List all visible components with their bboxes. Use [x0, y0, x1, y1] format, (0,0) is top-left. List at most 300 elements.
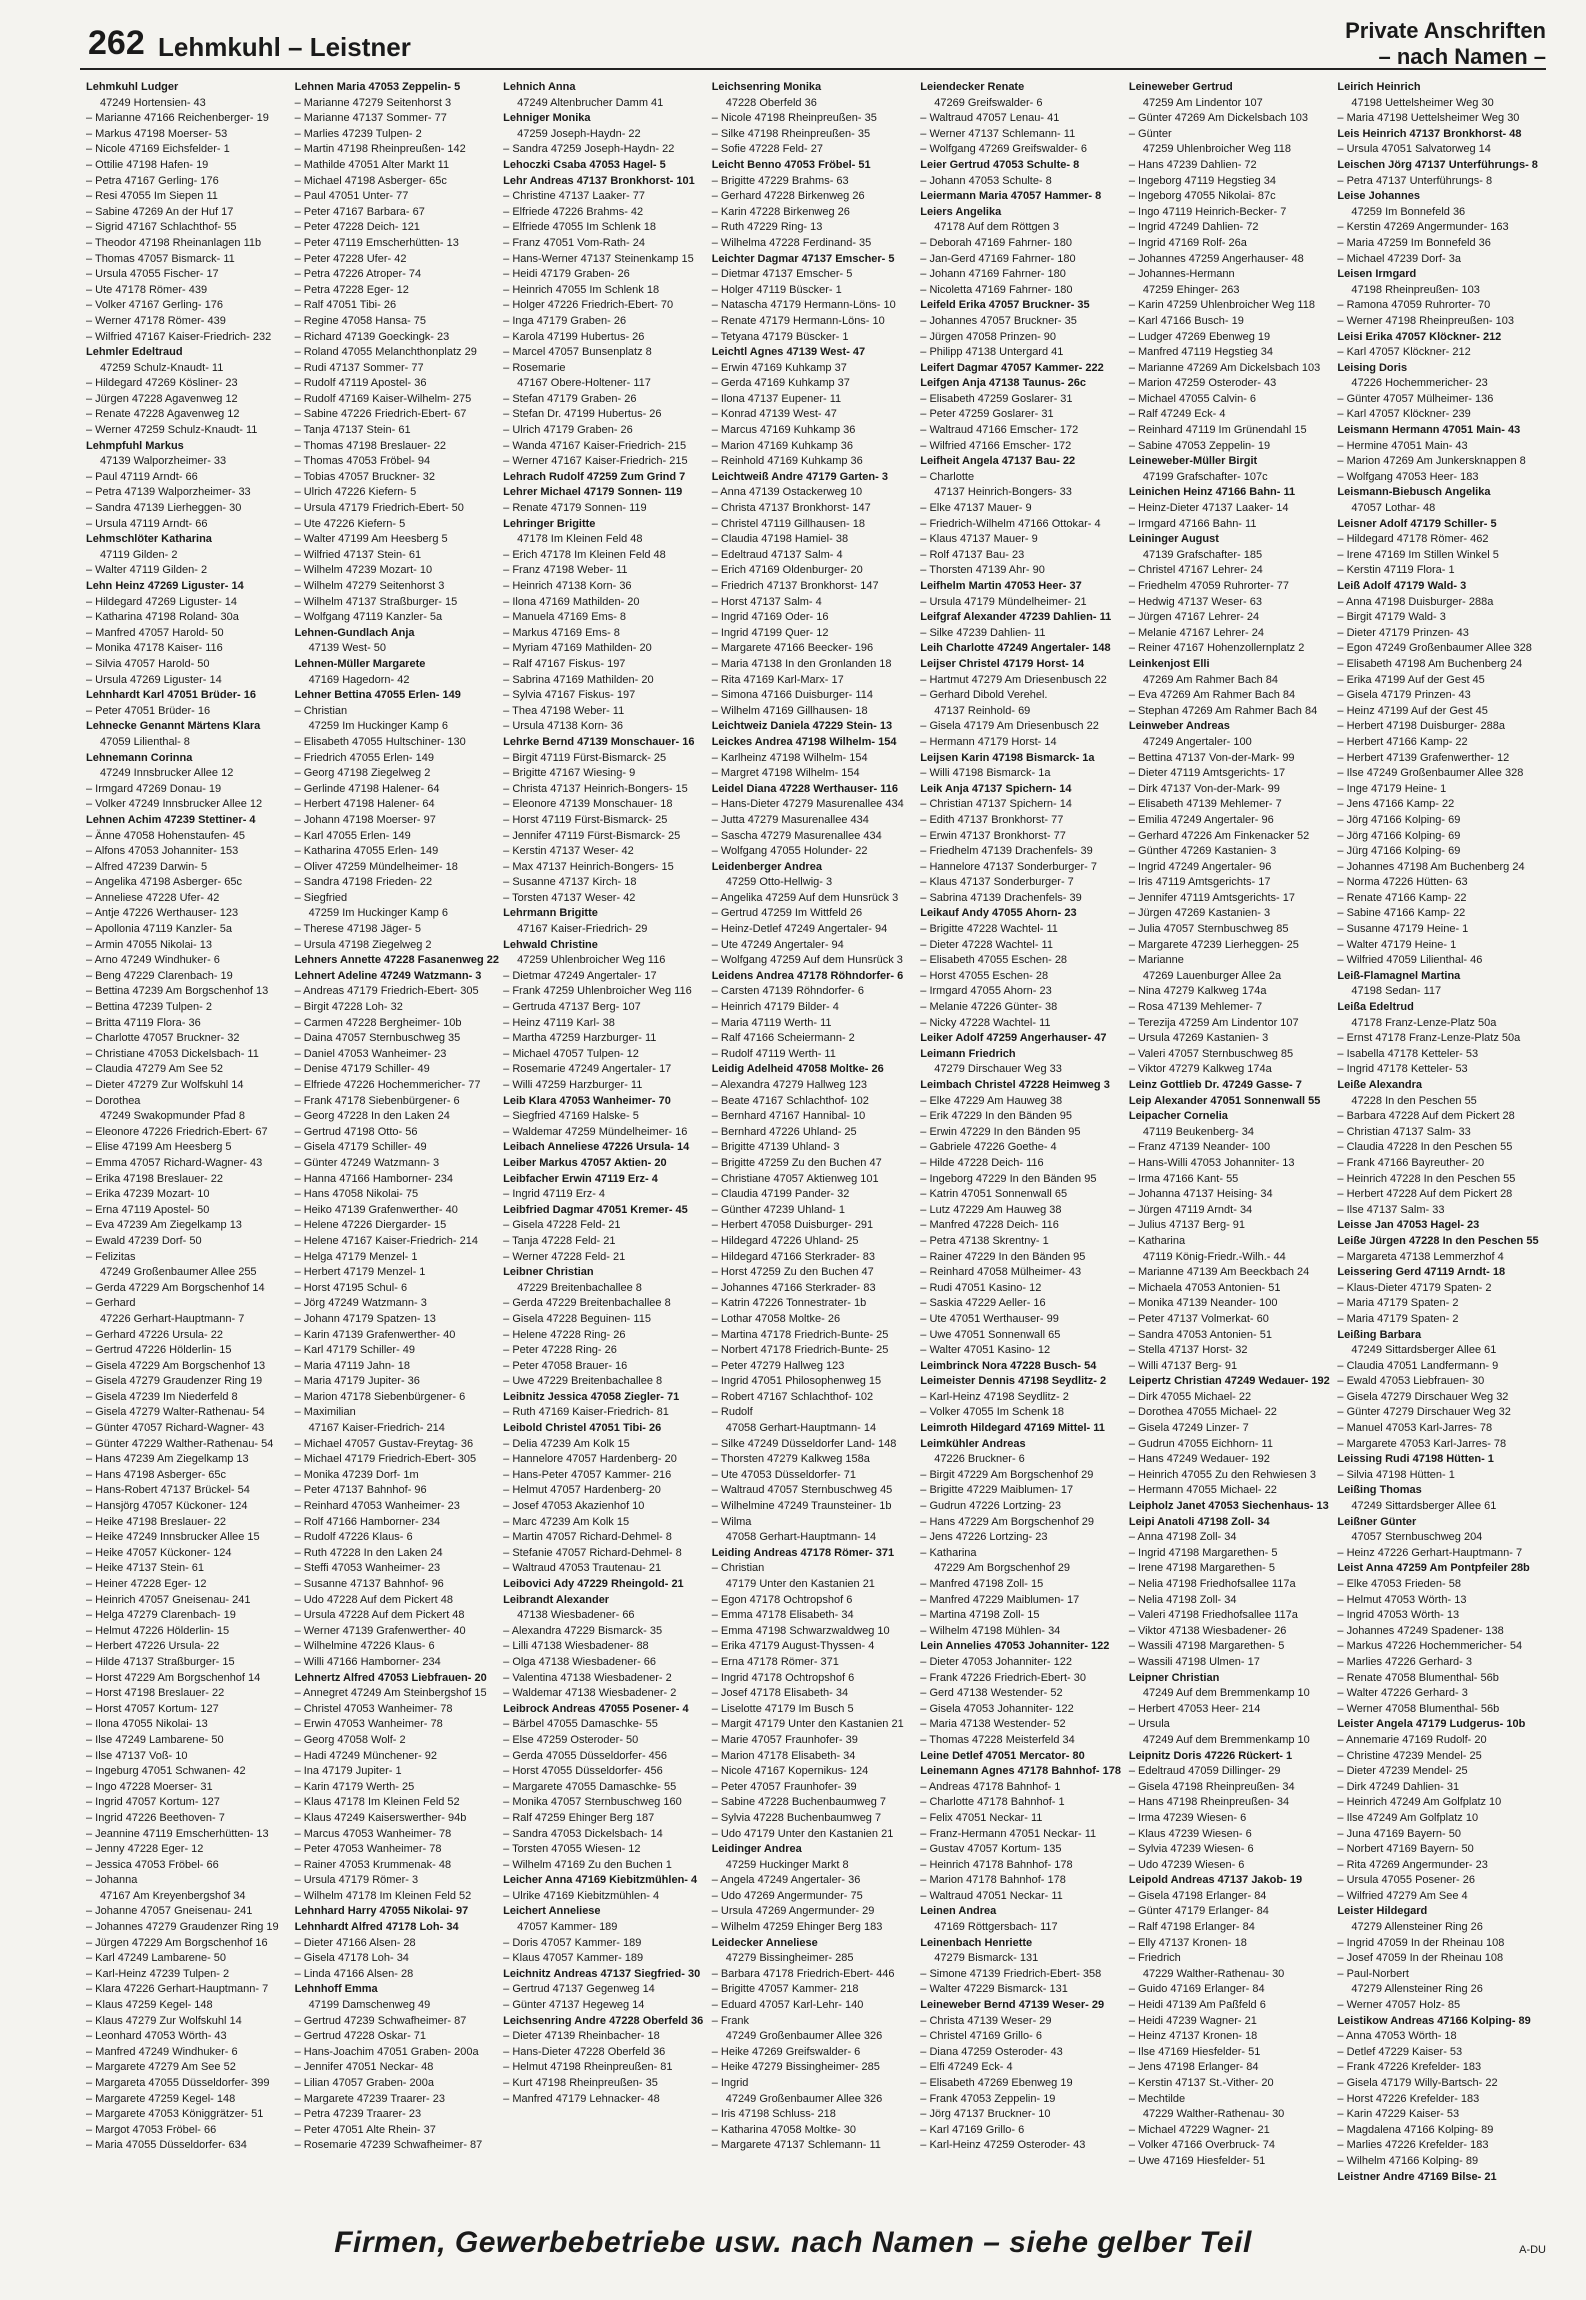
directory-entry: – Ingrid 47051 Philosophenweg 15 [711, 1375, 882, 1388]
directory-entry: – Christel 47053 Wanheimer- 78 [294, 1702, 453, 1715]
directory-entry: – Charlotte 47057 Bruckner- 32 [86, 1032, 240, 1045]
directory-entry: – Paul-Norbert [1337, 1967, 1409, 1980]
directory-entry: – Carsten 47139 Röhndorfer- 6 [711, 985, 864, 998]
directory-entry: – Petra 47226 Atroper- 74 [294, 268, 422, 281]
directory-entry: – Terezija 47259 Am Lindentor 107 [1128, 1016, 1299, 1029]
directory-entry: – Gustav 47057 Kortum- 135 [920, 1843, 1062, 1856]
directory-entry: Lehrmann Brigitte [503, 907, 598, 920]
directory-entry: – Charlotte [920, 470, 975, 483]
directory-entry: – Hans 47229 Am Borgschenhof 29 [920, 1515, 1094, 1528]
directory-entry: – Angelika 47198 Asberger- 65c [86, 876, 242, 889]
directory-entry: – Elfriede 47055 Im Schlenk 18 [503, 221, 657, 234]
directory-entry: Leißing Thomas [1337, 1484, 1422, 1497]
directory-entry: – Rudolf [711, 1406, 753, 1419]
directory-entry: Leifheit Angela 47137 Bau- 22 [920, 455, 1076, 468]
directory-entry: – Edeltraud 47137 Salm- 4 [711, 548, 843, 561]
directory-entry: – Heinrich 47179 Bilder- 4 [711, 1001, 839, 1014]
directory-entry: – Gisela 47249 Linzer- 7 [1128, 1422, 1249, 1435]
directory-column [920, 80, 1121, 2200]
directory-entry: – Tobias 47057 Bruckner- 32 [294, 470, 436, 483]
directory-entry: Lehner Bettina 47055 Erlen- 149 [294, 689, 461, 702]
directory-entry: – Manfred 47198 Zoll- 15 [920, 1578, 1044, 1590]
directory-entry: – Hans 47249 Wedauer- 192 [1128, 1453, 1270, 1466]
directory-entry: – Gerd 47138 Westender- 52 [920, 1687, 1063, 1700]
directory-entry: – Erwin 47053 Wanheimer- 78 [294, 1718, 443, 1731]
directory-entry: 47178 Im Kleinen Feld 48 [517, 533, 643, 546]
directory-entry: 47119 König-Friedr.-Wilh.- 44 [1142, 1250, 1286, 1263]
directory-entry: – Gisela 47279 Graudenzer Ring 19 [86, 1375, 263, 1388]
directory-entry: – Alfons 47053 Johanniter- 153 [86, 845, 239, 858]
directory-entry: – Elisabeth 47055 Eschen- 28 [920, 954, 1068, 967]
directory-entry: – Jürgen 47229 Am Borgschenhof 16 [86, 1936, 268, 1949]
directory-entry: – Ursula 47228 Auf dem Pickert 48 [294, 1609, 465, 1622]
directory-entry: Lehn Heinz 47269 Liguster- 14 [86, 580, 244, 592]
directory-entry: Leininger August [1128, 533, 1219, 546]
directory-entry: – Franz 47139 Neander- 100 [1128, 1141, 1271, 1154]
directory-entry: – Lutz 47229 Am Hauweg 38 [920, 1203, 1062, 1216]
directory-entry: – Karl 47057 Klöckner- 212 [1337, 346, 1471, 359]
directory-entry: – Torsten 47055 Wiesen- 12 [503, 1843, 641, 1856]
section-title-line2: – nach Namen – [1378, 44, 1546, 69]
directory-entry: – Erik 47229 In den Bänden 95 [920, 1110, 1072, 1123]
directory-entry: – Renate 47179 Sonnen- 119 [503, 502, 647, 515]
directory-entry: – Michaela 47053 Antonien- 51 [1128, 1281, 1281, 1294]
directory-entry: – Elisabeth 47259 Goslarer- 31 [920, 392, 1073, 405]
directory-entry: – Manuela 47169 Ems- 8 [503, 611, 627, 624]
directory-entry: – Karl 47169 Grillo- 6 [920, 2123, 1025, 2136]
directory-entry: – Michael 47057 Gustav-Freytag- 36 [294, 1437, 474, 1450]
directory-entry: – Renate 47179 Hermann-Löns- 10 [711, 314, 885, 327]
directory-entry: – Walter 47226 Gerhard- 3 [1337, 1687, 1468, 1700]
directory-entry: – Helmut 47198 Rheinpreußen- 81 [503, 2061, 673, 2074]
directory-entry: – Günter 47057 Richard-Wagner- 43 [86, 1422, 265, 1435]
directory-entry: – Inge 47179 Heine- 1 [1337, 782, 1447, 795]
directory-entry: – Siegfried [294, 891, 348, 904]
directory-entry: Leistner Andre 47169 Bilse- 21 [1337, 2170, 1497, 2183]
directory-entry: – Gerhard 47228 Birkenweg 26 [711, 190, 865, 203]
directory-entry: – Werner 47057 Holz- 85 [1337, 1999, 1461, 2012]
directory-entry: – Rosemarie [503, 361, 566, 374]
directory-entry: – Kerstin 47269 Angermunder- 163 [1337, 221, 1509, 234]
directory-entry: 47226 Gerhart-Hauptmann- 7 [100, 1312, 245, 1325]
directory-entry: – Regine 47058 Hansa- 75 [294, 314, 427, 327]
directory-entry: – Änne 47058 Hohenstaufen- 45 [86, 829, 246, 842]
directory-entry: – Oliver 47259 Mündelheimer- 18 [294, 860, 458, 873]
directory-entry: – Brigitte 47229 Maiblumen- 17 [920, 1484, 1074, 1497]
directory-entry: – Katharina [920, 1546, 977, 1559]
directory-entry: – Monika 47239 Dorf- 1m [294, 1468, 419, 1481]
directory-entry: – Jürg 47166 Kolping- 69 [1337, 845, 1461, 858]
directory-entry: Leicher Anna 47169 Kiebitzmühlen- 4 [503, 1874, 698, 1887]
directory-entry: 47229 Breitenbachallee 8 [517, 1281, 642, 1294]
directory-entry: Lehr Andreas 47137 Bronkhorst- 101 [503, 174, 695, 187]
directory-entry: 47229 Walther-Rathenau- 30 [1142, 1967, 1285, 1980]
directory-entry: – Günter 47249 Watzmann- 3 [294, 1156, 440, 1169]
directory-entry: Leinen Andrea [920, 1905, 997, 1918]
directory-entry: – Horst 47137 Salm- 4 [711, 595, 822, 608]
directory-entry: – Deborah 47169 Fahrner- 180 [920, 236, 1072, 249]
directory-entry: Lehmkuhl Ludger [86, 81, 179, 93]
directory-entry: – Christian 47137 Spichern- 14 [920, 798, 1072, 811]
directory-entry: – Silke 47198 Rheinpreußen- 35 [711, 127, 871, 140]
directory-entry: – Gisela 47279 Dirschauer Weg 32 [1337, 1390, 1509, 1403]
directory-entry: – Wolfgang 47119 Kanzler- 5a [294, 611, 443, 624]
directory-entry: – Edith 47137 Bronkhorst- 77 [920, 813, 1064, 826]
directory-entry: – Hildegard 47269 Kösliner- 23 [86, 377, 238, 390]
directory-entry: – Volker 47167 Gerling- 176 [86, 299, 223, 312]
directory-entry: – Stephan 47269 Am Rahmer Bach 84 [1128, 704, 1318, 717]
directory-entry: – Wolfgang 47053 Heer- 183 [1337, 470, 1479, 483]
directory-entry: – Birgit 47179 Wald- 3 [1337, 611, 1446, 624]
directory-entry: – Rainer 47229 In den Bänden 95 [920, 1250, 1086, 1263]
directory-entry: – Susanne 47137 Kirch- 18 [503, 876, 637, 889]
directory-entry: – Michael 47198 Asberger- 65c [294, 174, 447, 187]
directory-entry: – Hans 47058 Nikolai- 75 [294, 1188, 419, 1201]
directory-entry: – Johannes 47259 Angerhauser- 48 [1128, 252, 1304, 265]
directory-entry: – Walter 47119 Gilden- 2 [86, 564, 208, 577]
directory-entry: 47259 Schulz-Knaudt- 11 [100, 361, 224, 374]
directory-entry: – Margareta 47055 Düsseldorfer- 399 [86, 2077, 270, 2089]
directory-entry: – Peter 47167 Barbara- 67 [294, 205, 425, 218]
directory-entry: – Anneliese 47228 Ufer- 42 [86, 891, 220, 904]
directory-entry: – Rudolf 47119 Werth- 11 [711, 1047, 836, 1060]
directory-entry: – Heinrich 47055 Zu den Rehwiesen 3 [1128, 1468, 1316, 1481]
directory-entry: Lehrke Bernd 47139 Monschauer- 16 [503, 735, 695, 748]
directory-entry: – Dieter 47239 Mendel- 25 [1337, 1765, 1468, 1778]
directory-entry: Leister Angela 47179 Ludgerus- 10b [1337, 1718, 1526, 1731]
directory-entry: Leineweber Gertrud [1128, 81, 1233, 93]
directory-entry: Leipold Andreas 47137 Jakob- 19 [1128, 1874, 1303, 1887]
directory-entry: Leichsenring Monika [711, 81, 822, 93]
directory-entry: – Ute 47249 Angertaler- 94 [711, 938, 844, 951]
directory-entry: – Maria 47198 Uettelsheimer Weg 30 [1337, 112, 1520, 125]
directory-entry: – Horst 47057 Kortum- 127 [86, 1702, 219, 1715]
directory-entry: – Sigrid 47167 Schlachthof- 55 [86, 221, 237, 234]
directory-entry: – Hans-Willi 47053 Johanniter- 13 [1128, 1156, 1295, 1169]
directory-entry: – Waltraud 47166 Emscher- 172 [920, 424, 1079, 437]
directory-entry: Leidinger Andrea [711, 1843, 802, 1856]
directory-entry: 47249 Großenbaumer Allee 326 [725, 2092, 883, 2105]
directory-entry: 47269 Am Rahmer Bach 84 [1142, 673, 1278, 686]
directory-entry: 47279 Bissingheimer- 285 [725, 1952, 854, 1965]
directory-entry: – Sofie 47228 Feld- 27 [711, 143, 824, 156]
directory-entry: – Irmgard 47269 Donau- 19 [86, 782, 222, 795]
directory-entry: – Lilian 47057 Graben- 200a [294, 2077, 435, 2089]
directory-entry: – Frank 47053 Zeppelin- 19 [920, 2092, 1056, 2105]
directory-entry: – Wassili 47198 Ulmen- 17 [1128, 1655, 1260, 1668]
directory-entry: – Rudolf 47226 Klaus- 6 [294, 1531, 413, 1544]
directory-entry: 47198 Rheinpreußen- 103 [1351, 283, 1480, 296]
directory-entry: 47259 Huckinger Markt 8 [725, 1858, 849, 1871]
directory-entry: – Katharina 47198 Roland- 30a [86, 611, 239, 624]
directory-entry: – Ursula 47055 Fischer- 17 [86, 268, 219, 281]
directory-entry: – Emma 47178 Elisabeth- 34 [711, 1609, 854, 1622]
directory-entry: – Thomas 47228 Meisterfeld 34 [920, 1733, 1075, 1746]
directory-entry: Leiendecker Renate [920, 81, 1025, 93]
directory-entry: 47057 Sternbuschweg 204 [1351, 1531, 1483, 1544]
directory-entry: Leinweber Andreas [1128, 720, 1230, 733]
directory-entry: – Ingeborg 47229 In den Bänden 95 [920, 1172, 1097, 1185]
directory-entry: – Johanna [86, 1874, 138, 1887]
directory-entry: – Sabine 47228 Buchenbaumweg 7 [711, 1796, 887, 1809]
directory-entry: – Manuel 47053 Karl-Jarres- 78 [1337, 1422, 1493, 1435]
directory-entry: – Klaus 47279 Zur Wolfskuhl 14 [86, 2014, 242, 2027]
directory-entry: – Apollonia 47119 Kanzler- 5a [86, 923, 232, 936]
directory-entry: – Gerda 47169 Kuhkamp 37 [711, 377, 850, 390]
directory-entry: – Markus 47226 Hochemmericher- 54 [1337, 1640, 1523, 1653]
directory-entry: – Werner 47198 Rheinpreußen- 103 [1337, 314, 1514, 327]
directory-entry: Leinkenjost Elli [1128, 657, 1210, 670]
directory-entry: – Ralf 47167 Fiskus- 197 [503, 657, 626, 670]
directory-entry: – Eleonore 47226 Friedrich-Ebert- 67 [86, 1125, 268, 1138]
directory-entry: – Walter 47051 Kasino- 12 [920, 1344, 1051, 1357]
directory-entry: Leise Johannes [1337, 190, 1420, 203]
directory-entry: – Johann 47053 Schulte- 8 [920, 174, 1052, 187]
directory-entry: – Peter 47137 Bahnhof- 96 [294, 1484, 427, 1497]
directory-entry: 47249 Sittardsberger Allee 61 [1351, 1344, 1497, 1357]
directory-entry: Lehnhard Harry 47055 Nikolai- 97 [294, 1905, 469, 1918]
directory-entry: – Waltraud 47057 Lenau- 41 [920, 112, 1060, 125]
directory-entry: Leist Anna 47259 Am Pontpfeiler 28b [1337, 1562, 1530, 1575]
directory-entry: – Klaus 47239 Wiesen- 6 [1128, 1827, 1252, 1840]
directory-entry: – Waldemar 47138 Wiesbadener- 2 [503, 1687, 677, 1700]
directory-entry: 47226 Hochemmericher- 23 [1351, 377, 1488, 390]
directory-entry: – Sabrina 47169 Mathilden- 20 [503, 673, 654, 686]
directory-entry: – Josef 47059 In der Rheinau 108 [1337, 1952, 1504, 1965]
directory-entry: Leiße Alexandra [1337, 1079, 1422, 1091]
directory-entry: – Sabine 47269 An der Huf 17 [86, 205, 234, 218]
directory-entry: – Jens 47226 Lortzing- 23 [920, 1531, 1048, 1544]
directory-entry: – Andreas 47178 Bahnhof- 1 [920, 1780, 1061, 1793]
directory-entry: – Uwe 47229 Breitenbachallee 8 [503, 1375, 663, 1388]
directory-entry: – Jenny 47228 Eger- 12 [86, 1843, 204, 1856]
directory-entry: – Julius 47137 Berg- 91 [1128, 1219, 1246, 1232]
directory-entry: – Maria 47138 In den Gronlanden 18 [711, 657, 892, 670]
directory-entry: – Karl 47055 Erlen- 149 [294, 829, 411, 842]
directory-entry: – Horst 47055 Düsseldorfer- 456 [503, 1765, 663, 1778]
directory-entry: – Renate 47166 Kamp- 22 [1337, 891, 1467, 904]
directory-entry: – Karl-Heinz 47198 Seydlitz- 2 [920, 1390, 1069, 1403]
directory-entry: – Claudia 47199 Pander- 32 [711, 1188, 850, 1201]
directory-entry: – Sylvia 47239 Wiesen- 6 [1128, 1843, 1254, 1856]
directory-entry: – Christa 47137 Bronkhorst- 147 [711, 502, 871, 515]
directory-entry: – Stefan 47179 Graben- 26 [503, 392, 637, 405]
directory-entry: Leicht Benno 47053 Fröbel- 51 [711, 158, 871, 171]
directory-entry: – Herbert 47166 Kamp- 22 [1337, 735, 1468, 748]
directory-entry: – Klaus-Dieter 47179 Spaten- 2 [1337, 1281, 1492, 1294]
directory-entry: – Jörg 47166 Kolping- 69 [1337, 829, 1461, 842]
directory-entry: – Ursula 47198 Ziegelweg 2 [294, 938, 432, 951]
directory-entry: – Tetyana 47179 Büscker- 1 [711, 330, 849, 343]
directory-entry: – Dieter 47279 Zur Wolfskuhl 14 [86, 1079, 244, 1091]
directory-entry: – Sabine 47226 Friedrich-Ebert- 67 [294, 408, 467, 421]
directory-entry: – Margot 47053 Fröbel- 66 [86, 2123, 217, 2136]
directory-entry: Leisen Irmgard [1337, 268, 1417, 281]
directory-entry: – Brigitte 47228 Wachtel- 11 [920, 923, 1058, 936]
directory-entry: – Ralf 47166 Scheiermann- 2 [711, 1032, 855, 1045]
directory-entry: – Wilhelm 47166 Kolping- 89 [1337, 2154, 1479, 2167]
directory-entry: – Ingeborg 47055 Nikolai- 87c [1128, 190, 1276, 203]
directory-entry: – Ursula 47179 Mündelheimer- 21 [920, 595, 1087, 608]
directory-entry: – Karl 47179 Schiller- 49 [294, 1344, 416, 1357]
directory-entry: – Eduard 47057 Karl-Lehr- 140 [711, 1999, 864, 2012]
directory-entry: – Iris 47119 Amtsgerichts- 17 [1128, 876, 1271, 889]
directory-entry: – Heinrich 47057 Gneisenau- 241 [86, 1593, 251, 1606]
directory-entry: – Marianne [1128, 954, 1184, 967]
directory-entry: – Rudolf 47169 Kaiser-Wilhelm- 275 [294, 392, 472, 405]
directory-entry: – Therese 47198 Jäger- 5 [294, 923, 421, 936]
directory-entry: – Carmen 47228 Bergheimer- 10b [294, 1016, 462, 1029]
directory-entry: 47249 Großenbaumer Allee 326 [725, 2030, 883, 2043]
directory-entry: – Ralf 47249 Eck- 4 [1128, 408, 1226, 421]
directory-entry: 47057 Lothar- 48 [1351, 502, 1436, 515]
directory-entry: – Hans 47239 Am Ziegelkamp 13 [86, 1453, 249, 1466]
directory-entry: – Gerhard 47226 Am Finkenacker 52 [1128, 829, 1310, 842]
directory-entry: – Ilse 47249 Lambarene- 50 [86, 1733, 224, 1746]
directory-entry: – Nicole 47198 Rheinpreußen- 35 [711, 112, 877, 125]
directory-entry: – Michael 47055 Calvin- 6 [1128, 392, 1257, 405]
directory-entry: Lehnhoff Emma [294, 1983, 378, 1996]
directory-entry: Leidecker Anneliese [711, 1936, 818, 1949]
directory-entry: – Natascha 47179 Hermann-Löns- 10 [711, 299, 896, 312]
directory-entry: Leier Gertrud 47053 Schulte- 8 [920, 158, 1080, 171]
directory-entry: Lehrach Rudolf 47259 Zum Grind 7 [503, 470, 686, 483]
directory-entry: – Brigitte 47057 Kammer- 218 [711, 1983, 859, 1996]
directory-entry: – Jürgen 47167 Lehrer- 24 [1128, 611, 1260, 624]
directory-entry: – Peter 47228 Ring- 26 [503, 1344, 617, 1357]
directory-entry: – Erwin 47137 Bronkhorst- 77 [920, 829, 1066, 842]
directory-entry: – Hans-Werner 47137 Steinenkamp 15 [503, 252, 694, 265]
directory-entry: – Hans-Dieter 47279 Masurenallee 434 [711, 798, 904, 811]
directory-entry: Leipnitz Doris 47226 Rückert- 1 [1128, 1749, 1293, 1762]
directory-entry: – Erwin 47229 In den Bänden 95 [920, 1125, 1081, 1138]
directory-entry: Leipertz Christian 47249 Wedauer- 192 [1128, 1375, 1330, 1388]
directory-entry: 47279 Allensteiner Ring 26 [1351, 1983, 1483, 1996]
directory-entry: – Hans-Dieter 47228 Oberfeld 36 [503, 2045, 666, 2058]
directory-entry: – Johanna 47137 Heising- 34 [1128, 1188, 1273, 1201]
directory-entry: – Herbert 47198 Halener- 64 [294, 798, 435, 811]
directory-entry: – Horst 47198 Breslauer- 22 [86, 1687, 225, 1700]
directory-entry: – Wilhelm 47178 Im Kleinen Feld 52 [294, 1889, 472, 1902]
directory-entry: 47199 Damschenweg 49 [308, 1999, 431, 2012]
directory-entry: 47137 Reinhold- 69 [934, 704, 1031, 717]
directory-entry: – Lothar 47058 Moltke- 26 [711, 1312, 841, 1325]
directory-entry: – Udo 47228 Auf dem Pickert 48 [294, 1593, 453, 1606]
directory-entry: – Birgit 47119 Fürst-Bismarck- 25 [503, 751, 667, 764]
directory-entry: – Wilhelm 47239 Mozart- 10 [294, 564, 433, 577]
directory-entry: – Barbara 47178 Friedrich-Ebert- 446 [711, 1967, 895, 1980]
directory-entry: – Hildegard 47269 Liguster- 14 [86, 595, 238, 608]
directory-entry: – Markus 47198 Moerser- 53 [86, 127, 228, 140]
directory-entry: – Elfi 47249 Eck- 4 [920, 2061, 1013, 2074]
directory-entry: 47249 Sittardsberger Allee 61 [1351, 1500, 1497, 1513]
directory-entry: 47119 Gilden- 2 [100, 548, 178, 561]
directory-entry: – Emilia 47249 Angertaler- 96 [1128, 813, 1274, 826]
directory-entry: – Udo 47239 Wiesen- 6 [1128, 1858, 1245, 1871]
directory-entry: – Marion 47178 Siebenbürgener- 6 [294, 1390, 466, 1403]
directory-entry: – Nicole 47169 Eichsfelder- 1 [86, 143, 230, 156]
directory-entry: – Steffi 47053 Wanheimer- 23 [294, 1562, 441, 1575]
directory-entry: 47259 Im Bonnefeld 36 [1351, 205, 1466, 218]
directory-entry: – Max 47137 Heinrich-Bongers- 15 [503, 860, 674, 873]
directory-entry: – Viktor 47138 Wiesbadener- 26 [1128, 1624, 1287, 1637]
directory-entry: – Brigitte 47139 Uhland- 3 [711, 1141, 840, 1154]
directory-entry: – Monika 47178 Kaiser- 116 [86, 642, 223, 655]
directory-entry: 47249 Auf dem Bremmenkamp 10 [1142, 1687, 1310, 1700]
directory-entry: Leismann Hermann 47051 Main- 43 [1337, 424, 1521, 437]
directory-entry: – Willi 47166 Hamborner- 234 [294, 1655, 441, 1668]
directory-entry: – Brigitte 47229 Brahms- 63 [711, 174, 849, 187]
directory-column [294, 80, 499, 2200]
directory-entry: – Herbert 47053 Heer- 214 [1128, 1702, 1261, 1715]
directory-entry: – Angela 47249 Angertaler- 36 [711, 1874, 861, 1887]
directory-entry: – Gisela 47178 Loh- 34 [294, 1952, 409, 1965]
directory-entry: – Birgit 47229 Am Borgschenhof 29 [920, 1468, 1094, 1481]
directory-entry: – Erika 47239 Mozart- 10 [86, 1188, 210, 1201]
directory-entry: – Isabella 47178 Ketteler- 53 [1337, 1047, 1479, 1060]
directory-entry: – Birgit 47228 Loh- 32 [294, 1001, 403, 1014]
directory-entry: – Horst 47229 Am Borgschenhof 14 [86, 1671, 261, 1684]
directory-entry: – Maria 47179 Spaten- 2 [1337, 1312, 1459, 1325]
directory-entry: – Dirk 47137 Von-der-Mark- 99 [1128, 782, 1280, 795]
directory-entry: – Johann 47198 Moerser- 97 [294, 813, 436, 826]
directory-entry: – Günter 47137 Hegeweg 14 [503, 1999, 645, 2012]
directory-entry: – Ute 47178 Römer- 439 [86, 283, 208, 296]
directory-entry: – Julia 47057 Sternbuschweg 85 [1128, 923, 1289, 936]
directory-entry: – Gerda 47229 Am Borgschenhof 14 [86, 1281, 265, 1294]
directory-entry: Lehnen Achim 47239 Stettiner- 4 [86, 813, 256, 826]
directory-entry: – Gerhard [86, 1297, 136, 1310]
directory-entry: – Sabine 47166 Kamp- 22 [1337, 907, 1466, 920]
directory-entry: – Michael 47229 Wagner- 21 [1128, 2123, 1270, 2136]
directory-entry: – Gisela 47198 Rheinpreußen- 34 [1128, 1780, 1295, 1793]
directory-entry: Lehnen-Müller Margarete [294, 657, 426, 670]
directory-entry: – Johannes 47166 Sterkrader- 83 [711, 1281, 876, 1294]
directory-entry: – Peter 47058 Brauer- 16 [503, 1359, 628, 1372]
directory-entry: – Reinhard 47053 Wanheimer- 23 [294, 1500, 460, 1513]
name-range: Lehmkuhl – Leistner [158, 32, 411, 62]
directory-entry: – Claudia 47228 In den Peschen 55 [1337, 1141, 1513, 1154]
directory-entry: – Nicole 47167 Kopernikus- 124 [711, 1765, 869, 1778]
directory-entry: – Sascha 47279 Masurenallee 434 [711, 829, 882, 842]
directory-entry: – Wilfried 47059 Lilienthal- 46 [1337, 954, 1483, 967]
directory-entry: – Hermine 47051 Main- 43 [1337, 439, 1468, 452]
directory-entry: – Doris 47057 Kammer- 189 [503, 1936, 642, 1949]
directory-entry: – Friedrich 47137 Bronkhorst- 147 [711, 580, 879, 592]
directory-entry: – Marion 47178 Elisabeth- 34 [711, 1749, 856, 1762]
directory-entry: – Manfred 47229 Maiblumen- 17 [920, 1593, 1080, 1606]
directory-entry: 47198 Uettelsheimer Weg 30 [1351, 96, 1494, 109]
directory-entry: 47259 Otto-Hellwig- 3 [725, 876, 833, 889]
directory-entry: 47259 Uhlenbroicher Weg 118 [1142, 143, 1292, 156]
directory-entry: – Simone 47139 Friedrich-Ebert- 358 [920, 1967, 1102, 1980]
directory-entry: – Ilse 47169 Hiesfelder- 51 [1128, 2045, 1261, 2058]
directory-entry: – Frank 47178 Siebenbürgener- 6 [294, 1094, 460, 1107]
directory-entry: Lehmschlöter Katharina [86, 533, 212, 546]
directory-entry: – Felizitas [86, 1250, 136, 1263]
directory-entry: – Ingrid 47119 Erz- 4 [503, 1188, 606, 1201]
directory-entry: – Karl 47057 Klöckner- 239 [1337, 408, 1471, 421]
directory-entry: – Jens 47166 Kamp- 22 [1337, 798, 1455, 811]
directory-entry: – Norbert 47169 Bayern- 50 [1337, 1843, 1474, 1856]
directory-entry: – Werner 47167 Kaiser-Friedrich- 215 [503, 455, 688, 468]
directory-entry: – Peter 47053 Wanheimer- 78 [294, 1843, 442, 1856]
directory-entry: – Kerstin 47137 Weser- 42 [503, 845, 634, 858]
directory-entry: Leischen Jörg 47137 Unterführungs- 8 [1337, 158, 1538, 171]
directory-entry: Leifert Dagmar 47057 Kammer- 222 [920, 361, 1104, 374]
footer-note: Firmen, Gewerbebetriebe usw. nach Namen – siehe gelber Teil [334, 2226, 1252, 2259]
directory-entry: Leisi Erika 47057 Klöckner- 212 [1337, 330, 1502, 343]
